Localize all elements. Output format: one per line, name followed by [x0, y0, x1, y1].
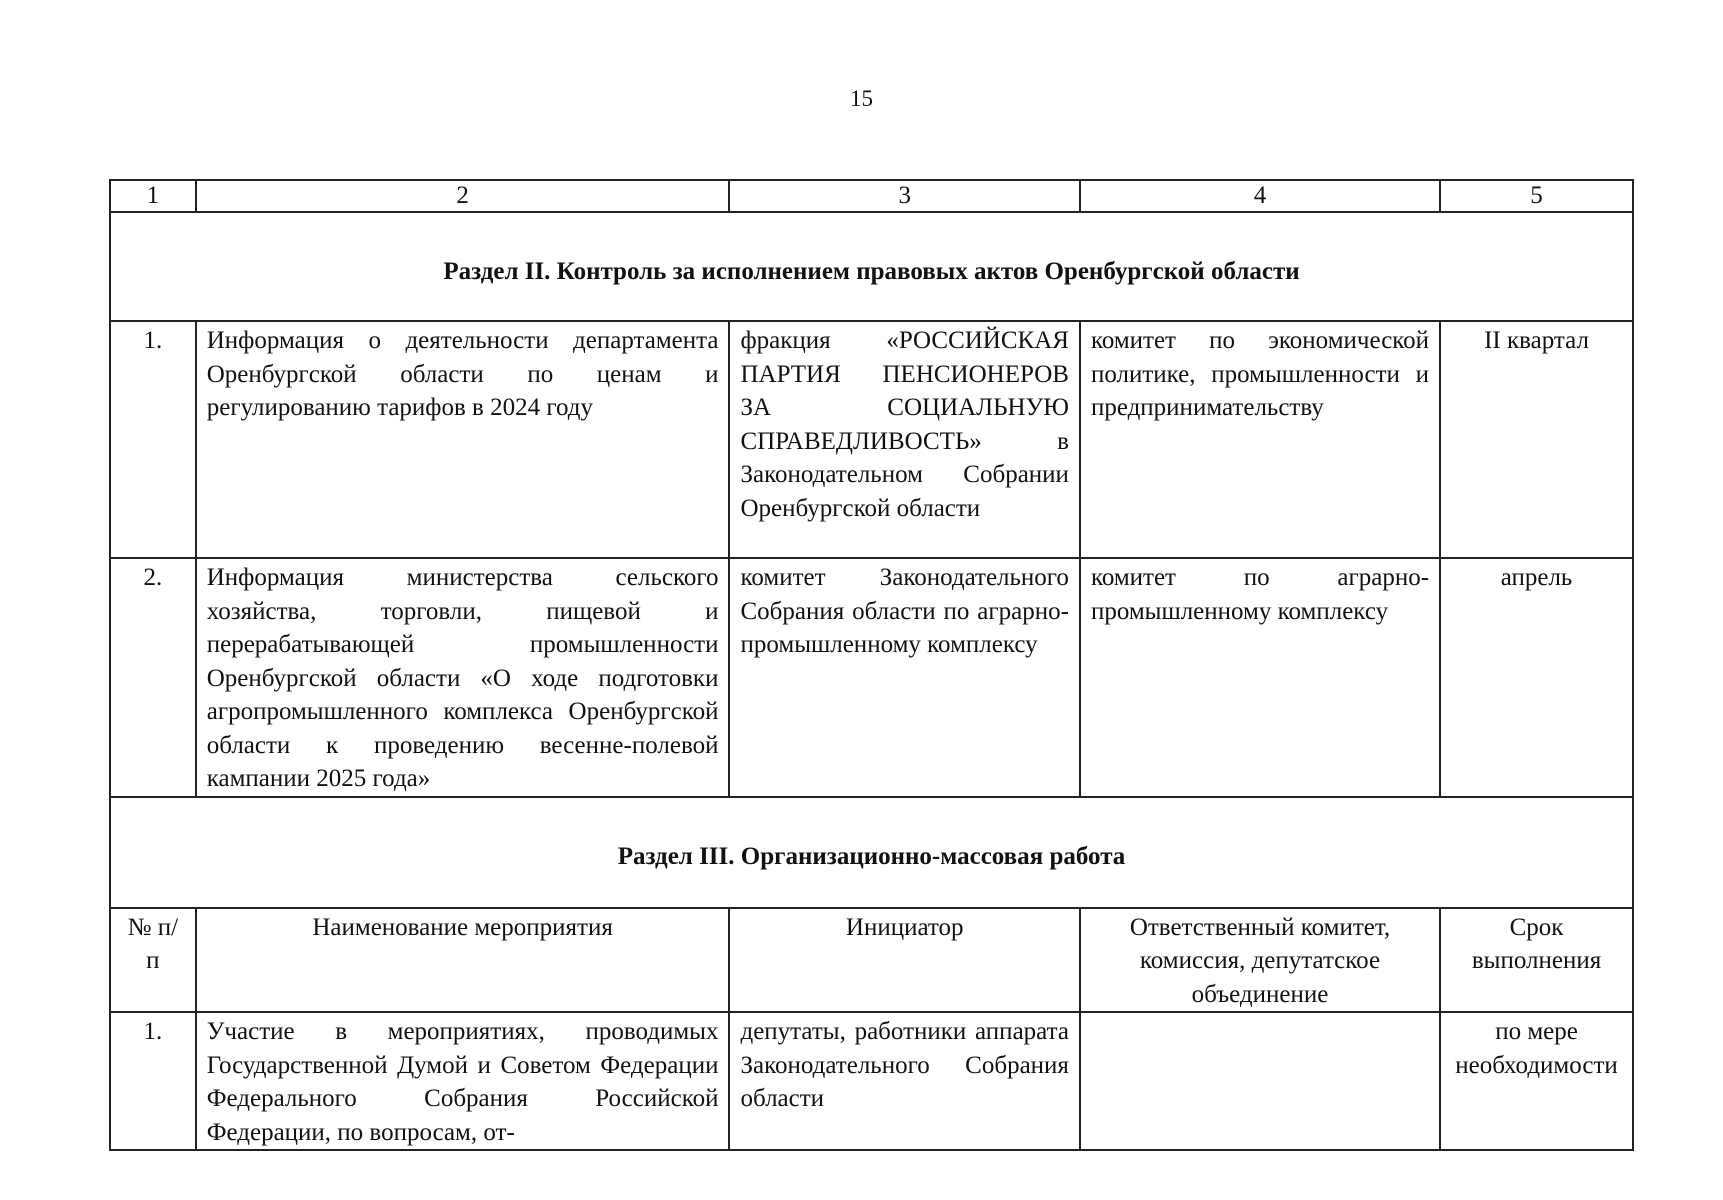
column-numbers-row [110, 180, 1633, 212]
header-number: № п/п [110, 908, 196, 1013]
row-number: 2. [110, 558, 196, 797]
page-number: 15 [850, 86, 873, 111]
column-number: 2 [196, 180, 730, 212]
event-name: Информация министерства сельского хозяйства, торговли, пищевой и перерабатывающей промышленности Оренбургской области «О ходе подготовки агропромышленного комплекса Оренбургской области к проведению весенне-полевой кампании 2025 года» [196, 558, 730, 797]
section-2-heading-row [110, 212, 1633, 321]
initiator: комитет Законодательного Собрания области по аграрно-промышленному комплексу [729, 558, 1079, 797]
initiator: фракция «РОССИЙСКАЯ ПАРТИЯ ПЕНСИОНЕРОВ ЗА СОЦИАЛЬНУЮ СПРАВЕДЛИВОСТЬ» в Законодательном Собрании Оренбургской области [729, 321, 1079, 558]
header-event-name: Наименование мероприятия [196, 908, 730, 1013]
column-number: 5 [1440, 180, 1633, 212]
table-row [110, 558, 1633, 797]
responsible-committee [1080, 1012, 1440, 1150]
column-number: 1 [110, 180, 196, 212]
row-number: 1. [110, 321, 196, 558]
initiator: депутаты, работники аппарата Законодательного Собрания области [729, 1012, 1079, 1150]
deadline: II квартал [1440, 321, 1633, 558]
header-initiator: Инициатор [729, 908, 1079, 1013]
deadline: по мере необходимости [1440, 1012, 1633, 1150]
table-row [110, 321, 1633, 558]
row-number: 1. [110, 1012, 196, 1150]
deadline: апрель [1440, 558, 1633, 797]
section-3-header-row [110, 908, 1633, 1013]
responsible-committee: комитет по аграрно-промышленному комплексу [1080, 558, 1440, 797]
column-number: 3 [729, 180, 1079, 212]
section-2-title: Раздел II. Контроль за исполнением правовых актов Оренбургской области [110, 212, 1633, 321]
responsible-committee: комитет по экономической политике, промышленности и предпринимательству [1080, 321, 1440, 558]
plan-table [109, 179, 1634, 1151]
section-3-heading-row [110, 797, 1633, 908]
header-responsible-committee: Ответственный комитет, комиссия, депутатское объединение [1080, 908, 1440, 1013]
section-3-title: Раздел III. Организационно-массовая работа [110, 797, 1633, 908]
table-row [110, 1012, 1633, 1150]
header-deadline: Срок выполнения [1440, 908, 1633, 1013]
event-name: Информация о деятельности департамента Оренбургской области по ценам и регулированию тарифов в 2024 году [196, 321, 730, 558]
event-name: Участие в мероприятиях, проводимых Государственной Думой и Советом Федерации Федерального Собрания Российской Федерации, по вопросам, от- [196, 1012, 730, 1150]
column-number: 4 [1080, 180, 1440, 212]
